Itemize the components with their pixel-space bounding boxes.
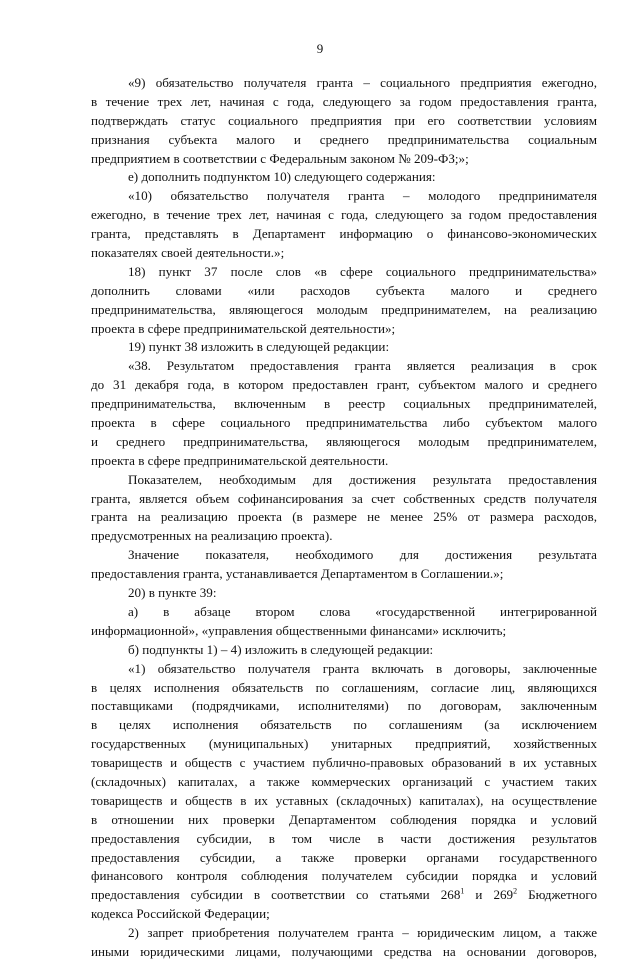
text-line: гранта на реализацию проекта (в размере не менее 25% от размера расходов,	[91, 509, 597, 525]
text-line: признания субъекта малого и среднего предпринимательства социальным	[91, 131, 597, 147]
text-line: б) подпункты 1) – 4) изложить в следующей редакции:	[128, 641, 434, 657]
superscript: 1	[460, 886, 465, 896]
text-line: Значение показателя, необходимого для достижения результата	[128, 547, 597, 563]
text-line: предприятием в соответствии с Федеральным законом № 209-ФЗ;»;	[91, 150, 469, 166]
text-line: государственных (муниципальных) унитарных предприятий, хозяйственных	[91, 736, 597, 752]
text-line: в течение трех лет, начиная с года, следующего за годом предоставления гранта,	[91, 93, 597, 109]
text-line: поставщиками (подрядчиками, исполнителями) по договорам, заключенным	[91, 698, 597, 714]
text-line: в отношении них проверки Департаментом соблюдения порядка и условий	[91, 811, 597, 827]
text-line: предоставления субсидии, в том числе в части достижения результатов	[91, 830, 597, 846]
text-line: «1) обязательство получателя гранта включать в договоры, заключенные	[128, 660, 597, 676]
text-line: в целях исполнения обязательств по соглашениям (за исключением	[91, 717, 597, 733]
text-line: финансового контроля соблюдения получателем субсидии порядка и условий	[91, 868, 597, 884]
text-line: показателях своей деятельности.»;	[91, 245, 285, 261]
text-line: гранта, является объем софинансирования за счет собственных средств получателя	[91, 490, 597, 506]
text-line: (складочных) капиталах, а также коммерческих организаций с участием таких	[91, 773, 597, 789]
text-fragment: Бюджетного	[517, 887, 597, 903]
document-body	[91, 74, 597, 962]
text-line: предпринимательства, включенным в реестр социальных предпринимателей,	[91, 396, 597, 412]
text-line: иными юридическими лицами, получающими средства на основании договоров,	[91, 943, 597, 959]
text-line: проекта в сфере предпринимательской деятельности.	[91, 452, 389, 468]
text-line: «38. Результатом предоставления гранта является реализация в срок	[128, 358, 597, 374]
text-line: кодекса Российской Федерации;	[91, 906, 270, 922]
text-line: до 31 декабря года, в котором предоставлен грант, субъектом малого и среднего	[91, 377, 597, 393]
text-line: товариществ и обществ в их уставных (складочных) капиталах), на осуществление	[91, 792, 597, 808]
text-line: «9) обязательство получателя гранта – социального предприятия ежегодно,	[128, 75, 597, 90]
text-line: гранта, представлять в Департамент информацию о финансово-экономических	[91, 226, 597, 242]
text-line: а) в абзаце втором слова «государственной интегрированной	[128, 603, 597, 619]
text-line: в целях исполнения обязательств по соглашениям, согласие лиц, являющихся	[91, 679, 597, 695]
text-line: 2) запрет приобретения получателем гранта – юридическим лицом, а также	[128, 925, 597, 941]
text-line	[91, 886, 597, 905]
text-line: 20) в пункте 39:	[128, 585, 217, 601]
text-line: «10) обязательство получателя гранта – молодого предпринимателя	[128, 188, 597, 204]
text-line: проекта в сфере предпринимательской деятельности»;	[91, 320, 396, 336]
text-line: информационной», «управления общественными финансами» исключить;	[91, 622, 507, 638]
text-line: предусмотренных на реализацию проекта).	[91, 528, 333, 544]
text-line: Показателем, необходимым для достижения результата предоставления	[128, 471, 597, 487]
text-line: предоставления субсидии, а также проверки органами государственного	[91, 849, 597, 865]
text-line: подтверждать статус социального предприятия при его соответствии условиям	[91, 112, 597, 128]
text-line: 18) пункт 37 после слов «в сфере социального предпринимательства»	[128, 263, 597, 279]
text-fragment: и 269	[464, 887, 514, 903]
text-line: проекта в сфере социального предпринимательства либо субъектом малого	[91, 415, 597, 431]
page-number: 9	[316, 41, 324, 56]
text-line: дополнить словами «или расходов субъекта малого и среднего	[91, 282, 597, 298]
text-line: предпринимательства, являющегося молодым предпринимателем, на реализацию	[91, 301, 597, 317]
text-fragment: предоставления субсидии в соответствии со статьями 268	[91, 887, 461, 903]
text-line: 19) пункт 38 изложить в следующей редакции:	[128, 339, 390, 355]
text-line: товариществ и обществ с участием публично-правовых образований в их уставных	[91, 755, 597, 771]
superscript: 2	[513, 886, 518, 896]
text-line: ежегодно, в течение трех лет, начиная с года, следующего за годом предоставления	[91, 207, 597, 223]
text-line: е) дополнить подпунктом 10) следующего содержания:	[128, 169, 436, 185]
text-line: и среднего предпринимательства, являющегося молодым предпринимателем,	[91, 433, 597, 449]
text-line: предоставления гранта, устанавливается Департаментом в Соглашении.»;	[91, 566, 504, 582]
